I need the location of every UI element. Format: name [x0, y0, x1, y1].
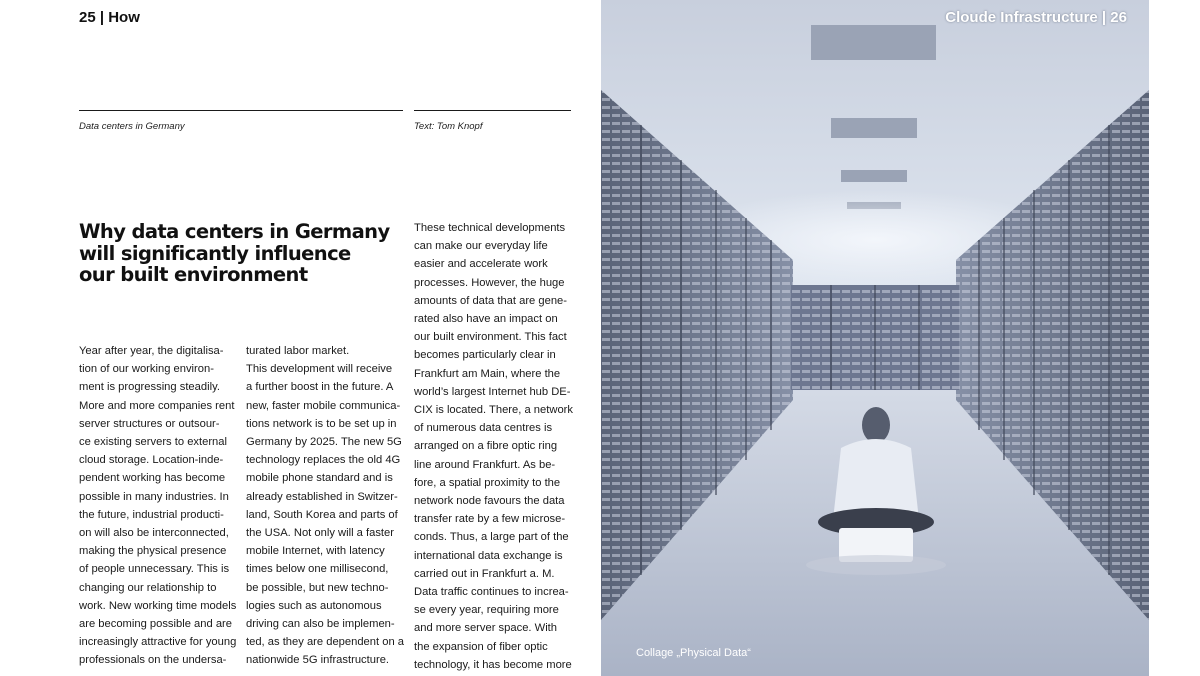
body-text-line: turated labor market. [246, 345, 350, 357]
body-text-line: network node favours the data [414, 495, 565, 508]
body-text-line: international data exchange is [414, 549, 563, 562]
body-column-1 [79, 342, 241, 670]
body-text-line: driving can also be implemen- [246, 618, 395, 631]
body-text-line: are becoming possible and are [79, 618, 232, 631]
body-text-line: conds. Thus, a large part of the [414, 531, 569, 544]
body-text-line: arranged on a fibre optic ring [414, 440, 558, 453]
body-text-line: Germany by 2025. The new 5G [246, 436, 402, 449]
body-text-line: land, South Korea and parts of [246, 508, 398, 521]
body-text-line: technology, it has become more [414, 658, 572, 671]
headline-line: Why data centers in Germany [79, 220, 390, 243]
author-credit: Text: Tom Knopf [414, 121, 483, 132]
headline-line: our built environment [79, 263, 308, 286]
body-text-line: and more server space. With [414, 622, 558, 635]
body-text-line: These technical developments [414, 222, 566, 234]
body-text-line: mobile Internet, with latency [246, 545, 385, 558]
body-text-line: of people unnecessary. This is [79, 563, 230, 576]
header-rule-right [414, 110, 571, 111]
body-text-line: making the physical presence [79, 545, 227, 558]
body-text-line: easier and accelerate work [414, 258, 548, 271]
body-text-line: work. New working time models [79, 599, 237, 612]
body-text-line: line around Frankfurt. As be- [414, 458, 556, 471]
body-text-line: rated also have an impact on [414, 313, 558, 326]
server-room-photo [601, 0, 1149, 676]
body-text-line: technology replaces the old 4G [246, 454, 401, 467]
body-text-line: times below one millisecond, [246, 563, 389, 576]
body-text-line: ment is progressing steadily. [79, 381, 220, 394]
right-margin [1149, 0, 1200, 676]
body-text-line: tion of our working environ- [79, 363, 214, 376]
article-headline [79, 221, 399, 286]
header-rule-left [79, 110, 403, 111]
body-text-line: on will also be interconnected, [79, 527, 229, 540]
body-text-line: nationwide 5G infrastructure. [246, 654, 390, 667]
body-text-line: More and more companies rent [79, 399, 235, 412]
body-text-line: increasingly attractive for young [79, 636, 237, 649]
body-text-line: Data traffic continues to increa- [414, 586, 569, 599]
body-text-line: Year after year, the digitalisa- [79, 345, 224, 357]
body-text-line: can make our everyday life [414, 240, 548, 253]
body-text-line: This development will receive [246, 363, 393, 376]
body-text-line: Frankfurt am Main, where the [414, 367, 561, 380]
body-text-line: becomes particularly clear in [414, 349, 556, 362]
body-text-line: tions network is to be set up in [246, 417, 397, 430]
body-text-line: new, faster mobile communica- [246, 399, 401, 412]
body-text-line: pendent working has become [79, 472, 226, 485]
body-text-line: transfer rate by a few microse- [414, 513, 566, 526]
body-text-line: the future, industrial producti- [79, 508, 224, 521]
right-page-folio: Cloude Infrastructure | 26 [945, 9, 1127, 26]
body-text-line: ted, as they are dependent on a [246, 636, 404, 649]
body-text-line: processes. However, the huge [414, 276, 565, 289]
headline-line: will significantly influence [79, 241, 351, 265]
body-text-line: se every year, requiring more [414, 604, 559, 617]
body-text-line: already established in Switzer- [246, 490, 398, 503]
body-column-3 [414, 219, 574, 674]
body-text-line: possible in many industries. In [79, 490, 229, 503]
server-room-illustration [601, 0, 1149, 676]
body-text-line: our built environment. This fact [414, 331, 567, 344]
body-text-line: be possible, but new techno- [246, 581, 389, 594]
body-text-line: amounts of data that are gene- [414, 294, 567, 307]
body-text-line: world’s largest Internet hub DE- [414, 385, 571, 398]
body-text-line: changing our relationship to [79, 581, 217, 594]
body-text-line: the expansion of fiber optic [414, 640, 548, 653]
body-text-line: logies such as autonomous [246, 599, 382, 612]
body-text-line: of numerous data centres is [414, 422, 553, 435]
body-text-line: CIX is located. There, a network [414, 404, 573, 417]
body-text-line: fore, a spatial proximity to the [414, 476, 561, 489]
body-column-2 [246, 342, 406, 670]
body-text-line: a further boost in the future. A [246, 381, 394, 394]
body-text-line: cloud storage. Location-inde- [79, 454, 224, 467]
body-text-line: ce existing servers to external [79, 436, 227, 449]
body-text-line: professionals on the undersa- [79, 654, 227, 667]
body-text-line: carried out in Frankfurt a. M. [414, 567, 555, 580]
section-label: Data centers in Germany [79, 121, 185, 132]
left-page-folio: 25 | How [79, 9, 140, 26]
body-text-line: mobile phone standard and is [246, 472, 393, 485]
body-text-line: server structures or outsour- [79, 417, 220, 430]
body-text-line: the USA. Not only will a faster [246, 527, 394, 540]
right-page [601, 0, 1149, 676]
image-caption: Collage „Physical Data“ [636, 647, 751, 659]
